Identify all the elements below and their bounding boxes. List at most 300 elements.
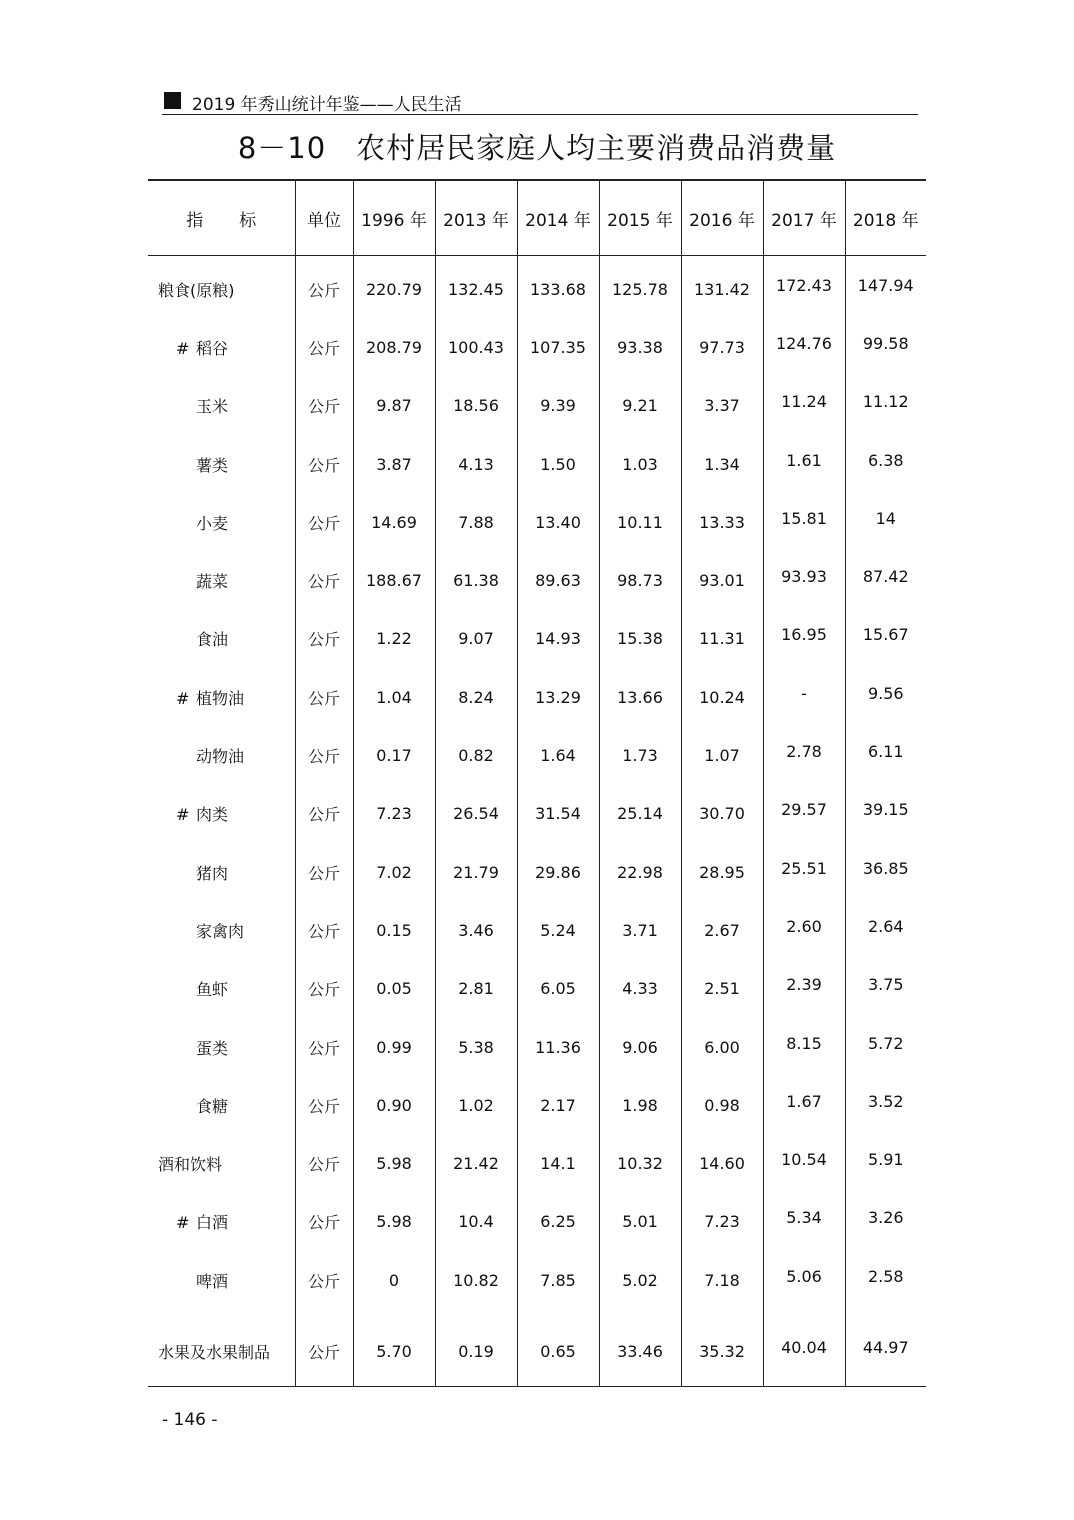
row-value xyxy=(517,1251,599,1309)
row-value xyxy=(681,1018,763,1076)
row-value xyxy=(353,1076,435,1134)
row-value xyxy=(435,668,517,726)
row-value xyxy=(763,551,845,609)
header-unit: 单位 xyxy=(295,180,353,256)
row-value xyxy=(599,668,681,726)
row-value xyxy=(517,1309,599,1387)
row-value xyxy=(517,1076,599,1134)
value-text: 30.70 xyxy=(699,804,745,824)
row-value xyxy=(681,1134,763,1192)
row-value xyxy=(845,726,926,784)
row-unit: 公斤 xyxy=(295,256,353,319)
row-indicator xyxy=(148,668,295,726)
row-unit: 公斤 xyxy=(295,1076,353,1134)
table-row xyxy=(148,1251,926,1309)
row-indicator xyxy=(148,318,295,376)
row-value xyxy=(517,377,599,435)
row-value xyxy=(353,435,435,493)
row-value xyxy=(353,843,435,901)
value-text: 6.38 xyxy=(867,450,904,470)
value-text: 2.51 xyxy=(704,979,740,999)
value-text: 4.33 xyxy=(622,979,658,999)
row-name: 蛋类 xyxy=(196,1038,229,1058)
row-value xyxy=(599,843,681,901)
value-text: 16.95 xyxy=(781,625,827,645)
row-value xyxy=(681,435,763,493)
table-row xyxy=(148,901,926,959)
row-value xyxy=(435,318,517,376)
row-unit: 公斤 xyxy=(295,377,353,435)
row-value xyxy=(353,610,435,668)
row-value xyxy=(517,668,599,726)
row-value xyxy=(763,1134,845,1192)
row-indicator xyxy=(148,901,295,959)
value-text: 0.17 xyxy=(376,746,412,766)
value-text: 5.70 xyxy=(376,1342,412,1362)
value-text: 14 xyxy=(875,508,896,528)
row-value xyxy=(681,843,763,901)
value-text: 21.42 xyxy=(453,1154,499,1174)
value-text: 9.06 xyxy=(622,1037,658,1057)
value-text: 97.73 xyxy=(699,337,745,357)
value-text: 1.22 xyxy=(376,629,412,649)
value-text: 15.81 xyxy=(781,508,827,528)
row-value xyxy=(763,668,845,726)
value-text: 7.85 xyxy=(540,1270,576,1290)
row-value xyxy=(517,256,599,319)
value-text: 10.82 xyxy=(453,1270,499,1290)
value-text: 93.93 xyxy=(781,567,827,587)
table-row xyxy=(148,1193,926,1251)
row-unit: 公斤 xyxy=(295,843,353,901)
value-text: 13.29 xyxy=(535,687,581,707)
row-indicator xyxy=(148,785,295,843)
row-value xyxy=(435,377,517,435)
row-unit: 公斤 xyxy=(295,493,353,551)
row-value xyxy=(845,610,926,668)
table-row xyxy=(148,377,926,435)
row-value xyxy=(435,960,517,1018)
value-text: 1.67 xyxy=(786,1091,822,1111)
value-text: 13.33 xyxy=(699,512,745,532)
value-text: 107.35 xyxy=(530,337,586,357)
row-value xyxy=(845,668,926,726)
header-year: 2014 年 xyxy=(517,180,599,256)
row-value xyxy=(845,1193,926,1251)
table-row xyxy=(148,843,926,901)
value-text: 35.32 xyxy=(699,1342,745,1362)
row-value xyxy=(353,726,435,784)
value-text: 7.18 xyxy=(704,1270,740,1290)
row-indicator xyxy=(148,1193,295,1251)
table-header-row xyxy=(148,180,926,256)
value-text: 11.31 xyxy=(699,629,745,649)
value-text: 14.93 xyxy=(535,629,581,649)
row-name: 动物油 xyxy=(196,747,245,767)
header-year: 2015 年 xyxy=(599,180,681,256)
value-text: 3.75 xyxy=(867,975,904,995)
row-name: 白酒 xyxy=(196,1213,229,1233)
value-text: 1.07 xyxy=(704,746,740,766)
row-value xyxy=(435,1193,517,1251)
row-value xyxy=(599,256,681,319)
row-value xyxy=(517,843,599,901)
value-text: 18.56 xyxy=(453,396,499,416)
value-text: 0.98 xyxy=(704,1095,740,1115)
row-prefix: # xyxy=(176,688,190,708)
value-text: 33.46 xyxy=(617,1342,663,1362)
header-indicator xyxy=(148,180,295,256)
row-unit: 公斤 xyxy=(295,318,353,376)
value-text: 2.60 xyxy=(786,916,822,936)
row-value xyxy=(517,726,599,784)
row-value xyxy=(599,1309,681,1387)
row-value xyxy=(845,960,926,1018)
value-text: 5.02 xyxy=(622,1270,658,1290)
table-row xyxy=(148,960,926,1018)
value-text: 98.73 xyxy=(617,571,663,591)
row-value xyxy=(353,785,435,843)
value-text: 1.61 xyxy=(786,450,822,470)
row-name: 食糖 xyxy=(196,1096,229,1116)
row-value xyxy=(599,901,681,959)
value-text: 5.34 xyxy=(786,1208,822,1228)
row-name: 稻谷 xyxy=(196,338,229,358)
row-value xyxy=(845,1134,926,1192)
row-value xyxy=(353,901,435,959)
row-value xyxy=(681,610,763,668)
value-text: 1.73 xyxy=(622,746,658,766)
value-text: 2.67 xyxy=(704,920,740,940)
header-year: 2018 年 xyxy=(845,180,926,256)
value-text: 9.21 xyxy=(622,396,658,416)
value-text: 61.38 xyxy=(453,571,499,591)
row-indicator xyxy=(148,377,295,435)
value-text: 3.52 xyxy=(867,1091,904,1111)
row-value xyxy=(517,318,599,376)
row-value xyxy=(599,377,681,435)
row-indicator xyxy=(148,551,295,609)
row-value xyxy=(599,785,681,843)
running-title: 2019 年秀山统计年鉴——人民生活 xyxy=(192,95,462,115)
running-header xyxy=(162,88,918,115)
row-value xyxy=(845,1018,926,1076)
table-row xyxy=(148,668,926,726)
row-unit: 公斤 xyxy=(295,901,353,959)
row-value xyxy=(435,726,517,784)
header-year: 2016 年 xyxy=(681,180,763,256)
header-year: 2013 年 xyxy=(435,180,517,256)
row-value xyxy=(435,843,517,901)
row-value xyxy=(517,901,599,959)
row-name: 啤酒 xyxy=(196,1271,229,1291)
row-value xyxy=(681,901,763,959)
row-name: 蔬菜 xyxy=(196,572,229,592)
row-value xyxy=(763,435,845,493)
value-text: 2.39 xyxy=(786,975,822,995)
row-name: 玉米 xyxy=(196,397,229,417)
value-text: 14.60 xyxy=(699,1154,745,1174)
row-value xyxy=(599,1251,681,1309)
table-row xyxy=(148,551,926,609)
header-indicator-b: 标 xyxy=(239,210,257,231)
row-prefix: # xyxy=(176,805,190,825)
row-name: 猪肉 xyxy=(196,863,229,883)
row-value xyxy=(517,1193,599,1251)
page-title xyxy=(0,126,1074,167)
table-row xyxy=(148,785,926,843)
value-text: 188.67 xyxy=(366,571,422,591)
value-text: 7.88 xyxy=(458,512,494,532)
row-name: 食油 xyxy=(196,630,229,650)
value-text: 1.04 xyxy=(376,687,412,707)
table-row xyxy=(148,1134,926,1192)
value-text: 0.05 xyxy=(376,979,412,999)
table-row xyxy=(148,435,926,493)
row-value xyxy=(435,493,517,551)
header-year: 2017 年 xyxy=(763,180,845,256)
row-value xyxy=(681,1076,763,1134)
row-value xyxy=(435,1251,517,1309)
table-row xyxy=(148,726,926,784)
value-text: 25.14 xyxy=(617,804,663,824)
value-text: 0.82 xyxy=(458,746,494,766)
header-year: 1996 年 xyxy=(353,180,435,256)
value-text: 9.39 xyxy=(540,396,576,416)
row-value xyxy=(599,551,681,609)
row-value xyxy=(681,256,763,319)
row-unit: 公斤 xyxy=(295,1018,353,1076)
row-indicator xyxy=(148,1134,295,1192)
value-text: 1.34 xyxy=(704,454,740,474)
value-text: 7.23 xyxy=(376,804,412,824)
row-value xyxy=(353,256,435,319)
row-value xyxy=(599,435,681,493)
value-text: 1.50 xyxy=(540,454,576,474)
value-text: 5.91 xyxy=(867,1150,904,1170)
value-text: 89.63 xyxy=(535,571,581,591)
row-name: 薯类 xyxy=(196,455,229,475)
table-row xyxy=(148,256,926,319)
row-prefix: # xyxy=(176,338,190,358)
table-row xyxy=(148,1076,926,1134)
row-name: 粮食(原粮) xyxy=(158,280,235,300)
row-value xyxy=(681,960,763,1018)
row-indicator xyxy=(148,843,295,901)
value-text: 0.15 xyxy=(376,920,412,940)
row-value xyxy=(353,1134,435,1192)
value-text: 40.04 xyxy=(781,1338,827,1358)
value-text: 99.58 xyxy=(862,333,909,353)
value-text: - xyxy=(801,683,807,703)
value-text: 208.79 xyxy=(366,337,422,357)
row-value xyxy=(845,435,926,493)
value-text: 93.01 xyxy=(699,571,745,591)
value-text: 7.23 xyxy=(704,1212,740,1232)
value-text: 147.94 xyxy=(857,275,914,295)
row-value xyxy=(435,785,517,843)
value-text: 2.81 xyxy=(458,979,494,999)
row-value xyxy=(599,1193,681,1251)
row-value xyxy=(517,1134,599,1192)
row-value xyxy=(763,256,845,319)
value-text: 0.65 xyxy=(540,1342,576,1362)
value-text: 0.90 xyxy=(376,1095,412,1115)
row-value xyxy=(517,610,599,668)
value-text: 1.64 xyxy=(540,746,576,766)
row-value xyxy=(599,1076,681,1134)
value-text: 39.15 xyxy=(862,800,909,820)
row-value xyxy=(353,318,435,376)
value-text: 9.87 xyxy=(376,396,412,416)
row-value xyxy=(763,960,845,1018)
row-value xyxy=(763,610,845,668)
row-name: 水果及水果制品 xyxy=(158,1343,271,1363)
row-value xyxy=(681,668,763,726)
value-text: 131.42 xyxy=(694,279,750,299)
value-text: 0 xyxy=(388,1270,400,1290)
table-title: 农村居民家庭人均主要消费品消费量 xyxy=(356,131,837,165)
row-value xyxy=(681,726,763,784)
row-value xyxy=(681,1193,763,1251)
value-text: 13.66 xyxy=(617,687,663,707)
value-text: 6.11 xyxy=(867,742,904,762)
row-value xyxy=(845,843,926,901)
row-value xyxy=(845,1076,926,1134)
value-text: 9.07 xyxy=(458,629,494,649)
row-prefix: # xyxy=(176,1213,190,1233)
value-text: 1.98 xyxy=(622,1095,658,1115)
value-text: 11.24 xyxy=(781,392,827,412)
value-text: 5.01 xyxy=(622,1212,658,1232)
row-unit: 公斤 xyxy=(295,1309,353,1387)
row-value xyxy=(681,551,763,609)
row-value xyxy=(435,901,517,959)
row-indicator xyxy=(148,256,295,319)
value-text: 44.97 xyxy=(862,1338,909,1358)
value-text: 3.37 xyxy=(704,396,740,416)
value-text: 5.06 xyxy=(786,1266,822,1286)
row-indicator xyxy=(148,493,295,551)
row-value xyxy=(845,785,926,843)
value-text: 10.54 xyxy=(781,1150,827,1170)
row-value xyxy=(353,668,435,726)
row-value xyxy=(435,610,517,668)
table-row xyxy=(148,493,926,551)
value-text: 11.36 xyxy=(535,1037,581,1057)
row-value xyxy=(599,1134,681,1192)
value-text: 2.17 xyxy=(540,1095,576,1115)
value-text: 1.02 xyxy=(458,1095,494,1115)
row-unit: 公斤 xyxy=(295,551,353,609)
row-name: 鱼虾 xyxy=(196,980,229,1000)
row-value xyxy=(845,493,926,551)
row-value xyxy=(435,1076,517,1134)
row-value xyxy=(763,1309,845,1387)
value-text: 6.05 xyxy=(540,979,576,999)
value-text: 10.11 xyxy=(617,512,663,532)
value-text: 100.43 xyxy=(448,337,504,357)
value-text: 133.68 xyxy=(530,279,586,299)
value-text: 0.99 xyxy=(376,1037,412,1057)
row-indicator xyxy=(148,1076,295,1134)
row-unit: 公斤 xyxy=(295,610,353,668)
row-value xyxy=(435,1309,517,1387)
row-value xyxy=(353,960,435,1018)
value-text: 5.24 xyxy=(540,920,576,940)
value-text: 2.78 xyxy=(786,742,822,762)
row-unit: 公斤 xyxy=(295,960,353,1018)
value-text: 21.79 xyxy=(453,862,499,882)
row-unit: 公斤 xyxy=(295,668,353,726)
value-text: 25.51 xyxy=(781,858,827,878)
value-text: 3.46 xyxy=(458,920,494,940)
row-value xyxy=(681,1251,763,1309)
table-row xyxy=(148,318,926,376)
value-text: 7.02 xyxy=(376,862,412,882)
value-text: 31.54 xyxy=(535,804,581,824)
row-value xyxy=(435,435,517,493)
row-value xyxy=(763,1076,845,1134)
value-text: 3.71 xyxy=(622,920,658,940)
value-text: 28.95 xyxy=(699,862,745,882)
row-unit: 公斤 xyxy=(295,435,353,493)
row-value xyxy=(763,785,845,843)
row-value xyxy=(435,256,517,319)
value-text: 5.98 xyxy=(376,1154,412,1174)
row-value xyxy=(353,1193,435,1251)
row-value xyxy=(681,1309,763,1387)
row-unit: 公斤 xyxy=(295,726,353,784)
value-text: 6.00 xyxy=(704,1037,740,1057)
row-indicator xyxy=(148,610,295,668)
value-text: 36.85 xyxy=(862,858,909,878)
row-value xyxy=(845,256,926,319)
value-text: 4.13 xyxy=(458,454,494,474)
row-value xyxy=(599,318,681,376)
value-text: 220.79 xyxy=(366,279,422,299)
row-value xyxy=(435,551,517,609)
row-indicator xyxy=(148,435,295,493)
row-indicator xyxy=(148,1018,295,1076)
value-text: 9.56 xyxy=(867,683,904,703)
value-text: 26.54 xyxy=(453,804,499,824)
row-value xyxy=(845,1309,926,1387)
value-text: 29.86 xyxy=(535,862,581,882)
row-value xyxy=(353,493,435,551)
row-unit: 公斤 xyxy=(295,1251,353,1309)
row-value xyxy=(599,726,681,784)
value-text: 93.38 xyxy=(617,337,663,357)
row-value xyxy=(599,493,681,551)
value-text: 3.87 xyxy=(376,454,412,474)
header-indicator-a: 指 xyxy=(186,210,204,231)
row-name: 肉类 xyxy=(196,805,229,825)
value-text: 22.98 xyxy=(617,862,663,882)
value-text: 10.24 xyxy=(699,687,745,707)
value-text: 2.58 xyxy=(867,1266,904,1286)
value-text: 8.15 xyxy=(786,1033,822,1053)
row-value xyxy=(763,901,845,959)
header-square-icon xyxy=(164,92,181,109)
row-value xyxy=(435,1134,517,1192)
value-text: 6.25 xyxy=(540,1212,576,1232)
row-value xyxy=(845,901,926,959)
row-value xyxy=(763,493,845,551)
value-text: 172.43 xyxy=(776,275,832,295)
row-indicator xyxy=(148,960,295,1018)
row-value xyxy=(763,1251,845,1309)
